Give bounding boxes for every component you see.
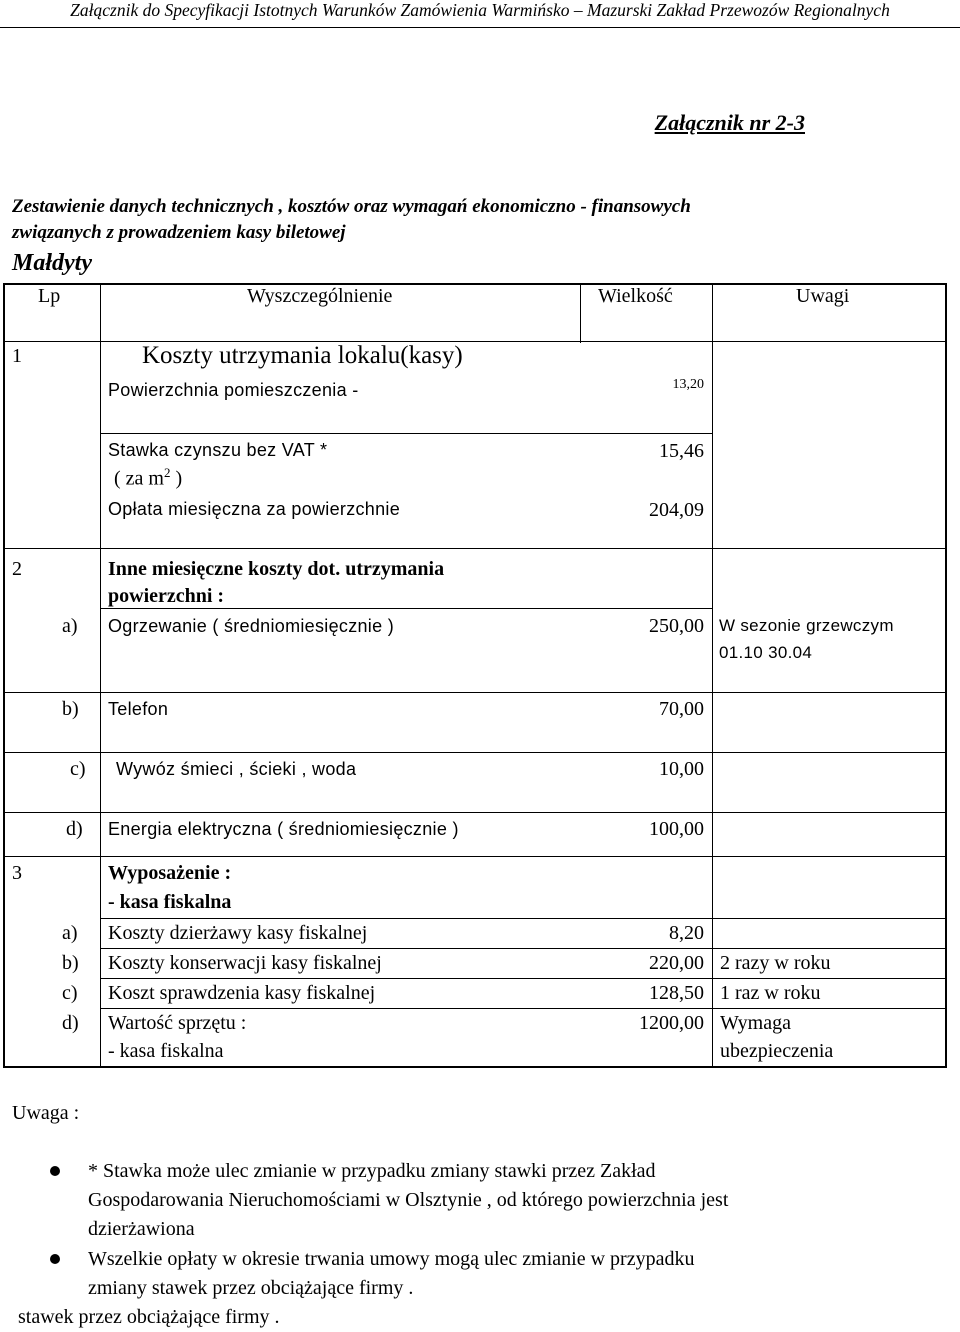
section-2-title-2: powierzchni : (108, 585, 225, 607)
s3-item-d-label-2: - kasa fiskalna (108, 1040, 224, 1062)
col-header-desc: Wyszczególnienie (247, 285, 393, 307)
s3-item-d-note: Wymaga (720, 1012, 791, 1034)
note-1-line-1: * Stawka może ulec zmianie w przypadku zmiany stawki przez Zakład (88, 1160, 656, 1182)
area-value: 13,20 (672, 377, 704, 392)
section-1-title: Koszty utrzymania lokalu(kasy) (142, 342, 463, 369)
section-3-number: 3 (12, 862, 22, 884)
col-divider-lp (100, 283, 101, 1068)
s2-item-a-note-2: 01.10 30.04 (719, 643, 813, 662)
intro-line-1: Zestawienie danych technicznych , kosztów oraz wymagań ekonomiczno - finansowych (12, 196, 691, 217)
row-rule-7 (100, 948, 947, 949)
s2-item-d-value: 100,00 (649, 818, 704, 840)
row-rule-4 (3, 752, 947, 753)
s3-item-d-value: 1200,00 (639, 1012, 704, 1034)
s3-item-c-label: Koszt sprawdzenia kasy fiskalnej (108, 982, 376, 1004)
s3-item-a-label: Koszty dzierżawy kasy fiskalnej (108, 922, 368, 944)
rent-unit-sup: 2 (163, 465, 171, 480)
annex-title: Załącznik nr 2-3 (654, 110, 805, 135)
s2-item-b-letter: b) (62, 698, 79, 720)
fee-value: 204,09 (649, 499, 704, 521)
section-rule-1 (3, 548, 947, 549)
s3-item-a-letter: a) (62, 922, 78, 944)
section-2-title-1: Inne miesięczne koszty dot. utrzymania (108, 558, 445, 580)
rent-unit-pre: ( za m (114, 467, 164, 490)
rent-value: 15,46 (659, 440, 704, 462)
row-rule-6 (100, 918, 947, 919)
s3-item-d-letter: d) (62, 1012, 79, 1034)
row-rule-5 (3, 812, 947, 813)
bullet-icon (50, 1166, 60, 1176)
note-2-line-1: Wszelkie opłaty w okresie trwania umowy mogą ulec zmianie w przypadku (88, 1248, 695, 1270)
s2-item-c-label: Wywóz śmieci , ścieki , woda (116, 759, 357, 779)
note-2-line-2: zmiany stawek przez obciążające firmy . (88, 1277, 414, 1299)
row-rule-1 (100, 433, 712, 434)
s2-item-b-value: 70,00 (659, 698, 704, 720)
col-header-lp: Lp (38, 285, 61, 307)
section-rule-2 (3, 856, 947, 857)
s3-item-d-note-2: ubezpieczenia (720, 1040, 834, 1062)
document-header: Załącznik do Specyfikacji Istotnych Warunków Zamówienia Warmińsko – Mazurski Zakład Przewozów Regionalnych (70, 0, 890, 20)
s2-item-b-label: Telefon (108, 699, 169, 719)
row-rule-2 (100, 608, 712, 609)
rent-unit-post: ) (170, 467, 183, 490)
rent-label: Stawka czynszu bez VAT * (108, 440, 328, 460)
area-label: Powierzchnia pomieszczenia - (108, 380, 359, 400)
section-2-number: 2 (12, 558, 22, 580)
row-rule-3 (3, 692, 947, 693)
rent-unit (114, 465, 182, 491)
s2-item-c-letter: c) (70, 758, 86, 780)
location-title: Małdyty (12, 250, 92, 276)
s2-item-a-value: 250,00 (649, 615, 704, 637)
col-divider-desc-header (580, 283, 581, 343)
s3-item-d-label: Wartość sprzętu : (108, 1012, 247, 1034)
s2-item-c-value: 10,00 (659, 758, 704, 780)
note-1-line-2: Gospodarowania Nieruchomościami w Olsztynie , od którego powierzchnia jest (88, 1189, 729, 1211)
s2-item-a-label: Ogrzewanie ( średniomiesięcznie ) (108, 616, 395, 636)
col-divider-size (712, 283, 713, 1068)
header-rule (0, 27, 960, 28)
note-1-line-3: dzierżawiona (88, 1218, 195, 1240)
bullet-icon (50, 1254, 60, 1264)
section-1-number: 1 (12, 345, 22, 367)
s2-item-d-letter: d) (66, 818, 83, 840)
s3-item-b-note: 2 razy w roku (720, 952, 831, 974)
s3-item-b-label: Koszty konserwacji kasy fiskalnej (108, 952, 382, 974)
s3-item-c-letter: c) (62, 982, 78, 1004)
s3-item-b-letter: b) (62, 952, 79, 974)
col-header-notes: Uwagi (796, 285, 850, 307)
s3-item-a-value: 8,20 (669, 922, 704, 944)
row-rule-8 (100, 978, 947, 979)
s3-item-c-note: 1 raz w roku (720, 982, 821, 1004)
notes-title: Uwaga : (12, 1102, 80, 1124)
section-3-title: Wyposażenie : (108, 862, 232, 884)
s2-item-a-letter: a) (62, 615, 78, 637)
s3-item-b-value: 220,00 (649, 952, 704, 974)
s2-item-d-label: Energia elektryczna ( średniomiesięcznie ) (108, 819, 459, 839)
col-header-size: Wielkość (598, 285, 673, 307)
row-rule-9 (100, 1008, 947, 1009)
fee-label: Opłata miesięczna za powierzchnie (108, 499, 401, 519)
s3-item-c-value: 128,50 (649, 982, 704, 1004)
s2-item-a-note-1: W sezonie grzewczym (719, 616, 894, 635)
note-trailing-line: stawek przez obciążające firmy . (18, 1306, 280, 1328)
intro-line-2: związanych z prowadzeniem kasy biletowej (12, 222, 346, 243)
section-3-subtitle: - kasa fiskalna (108, 891, 232, 913)
